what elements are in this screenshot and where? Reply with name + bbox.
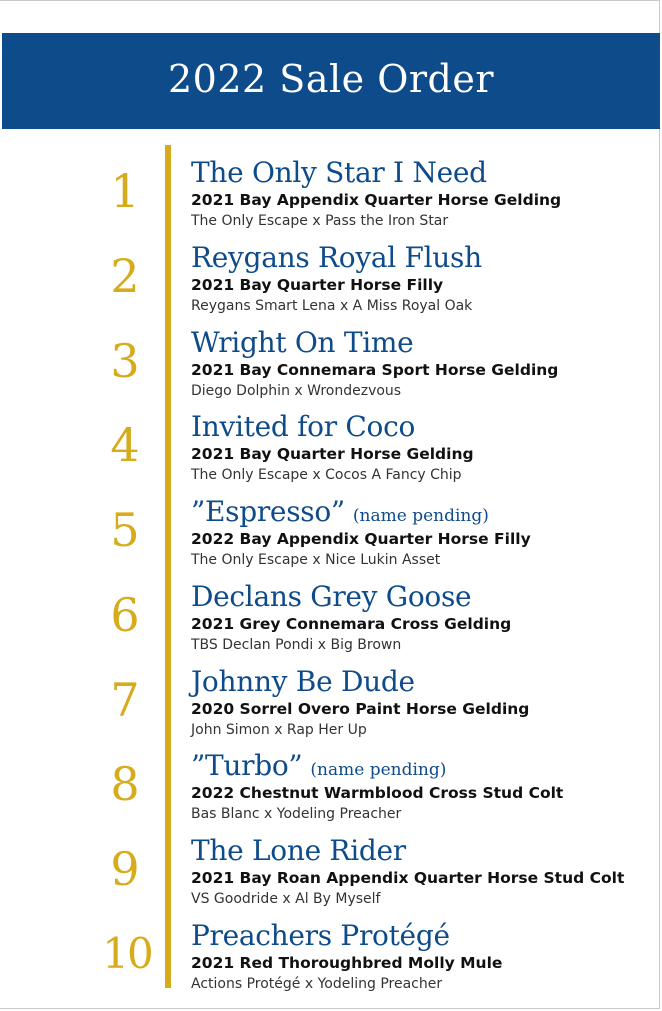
horse-name: ”Espresso” — [191, 495, 345, 528]
horse-pedigree: The Only Escape x Pass the Iron Star — [191, 213, 449, 229]
list-item — [0, 659, 662, 744]
horse-name: The Only Star I Need — [191, 156, 487, 189]
horse-name-line — [191, 411, 423, 443]
lot-number: 6 — [110, 588, 140, 642]
horse-name-line — [191, 581, 479, 613]
horse-pedigree: John Simon x Rap Her Up — [191, 722, 367, 738]
lot-number: 1 — [110, 164, 140, 218]
horse-pedigree: The Only Escape x Nice Lukin Asset — [191, 552, 441, 568]
horse-description: 2021 Bay Roan Appendix Quarter Horse Stud Colt — [191, 869, 625, 887]
horse-name-line — [191, 920, 458, 952]
lot-number: 4 — [110, 418, 140, 472]
lot-number: 2 — [110, 249, 140, 303]
horse-description: 2020 Sorrel Overo Paint Horse Gelding — [191, 700, 530, 718]
horse-name: Preachers Protégé — [191, 919, 450, 952]
horse-pedigree: TBS Declan Pondi x Big Brown — [191, 637, 402, 653]
horse-description: 2021 Grey Connemara Cross Gelding — [191, 615, 512, 633]
horse-name: Johnny Be Dude — [191, 665, 415, 698]
list-item — [0, 828, 662, 913]
lot-number: 7 — [110, 673, 140, 727]
horse-pedigree: VS Goodride x Al By Myself — [191, 891, 381, 907]
lot-number: 9 — [110, 842, 140, 896]
horse-name-line — [191, 327, 421, 359]
horse-description: 2021 Bay Connemara Sport Horse Gelding — [191, 361, 559, 379]
list-item — [0, 913, 662, 998]
list-item — [0, 743, 662, 828]
lot-number: 3 — [110, 334, 140, 388]
horse-name-line — [191, 835, 414, 867]
horse-pedigree: The Only Escape x Cocos A Fancy Chip — [191, 467, 462, 483]
page-title: 2022 Sale Order — [168, 57, 494, 101]
list-item — [0, 489, 662, 574]
horse-description: 2022 Bay Appendix Quarter Horse Filly — [191, 530, 531, 548]
horse-name: ”Turbo” — [191, 749, 303, 782]
lot-number: 10 — [102, 929, 152, 978]
horse-description: 2021 Bay Quarter Horse Filly — [191, 276, 444, 294]
horse-name-line — [191, 666, 423, 698]
list-item — [0, 235, 662, 320]
name-note: (name pending) — [352, 506, 489, 526]
horse-description: 2021 Bay Appendix Quarter Horse Gelding — [191, 191, 562, 209]
horse-name: Wright On Time — [191, 326, 414, 359]
list-item — [0, 404, 662, 489]
lot-number: 5 — [110, 503, 140, 557]
horse-name: Invited for Coco — [191, 410, 416, 443]
horse-name: The Lone Rider — [191, 834, 406, 867]
horse-pedigree: Reygans Smart Lena x A Miss Royal Oak — [191, 298, 473, 314]
horse-description: 2021 Bay Quarter Horse Gelding — [191, 445, 474, 463]
name-note: (name pending) — [310, 760, 447, 780]
horse-pedigree: Actions Protégé x Yodeling Preacher — [191, 976, 443, 992]
horse-name: Declans Grey Goose — [191, 580, 472, 613]
horse-pedigree: Diego Dolphin x Wrondezvous — [191, 383, 402, 399]
horse-name-line — [191, 157, 495, 189]
lot-number: 8 — [110, 757, 140, 811]
list-item — [0, 574, 662, 659]
horse-name: Reygans Royal Flush — [191, 241, 482, 274]
horse-name-line — [191, 242, 490, 274]
horse-description: 2022 Chestnut Warmblood Cross Stud Colt — [191, 784, 564, 802]
list-item — [0, 320, 662, 405]
horse-description: 2021 Red Thoroughbred Molly Mule — [191, 954, 503, 972]
horse-name-line — [191, 496, 489, 528]
horse-name-line — [191, 750, 446, 782]
horse-pedigree: Bas Blanc x Yodeling Preacher — [191, 806, 402, 822]
list-item — [0, 150, 662, 235]
